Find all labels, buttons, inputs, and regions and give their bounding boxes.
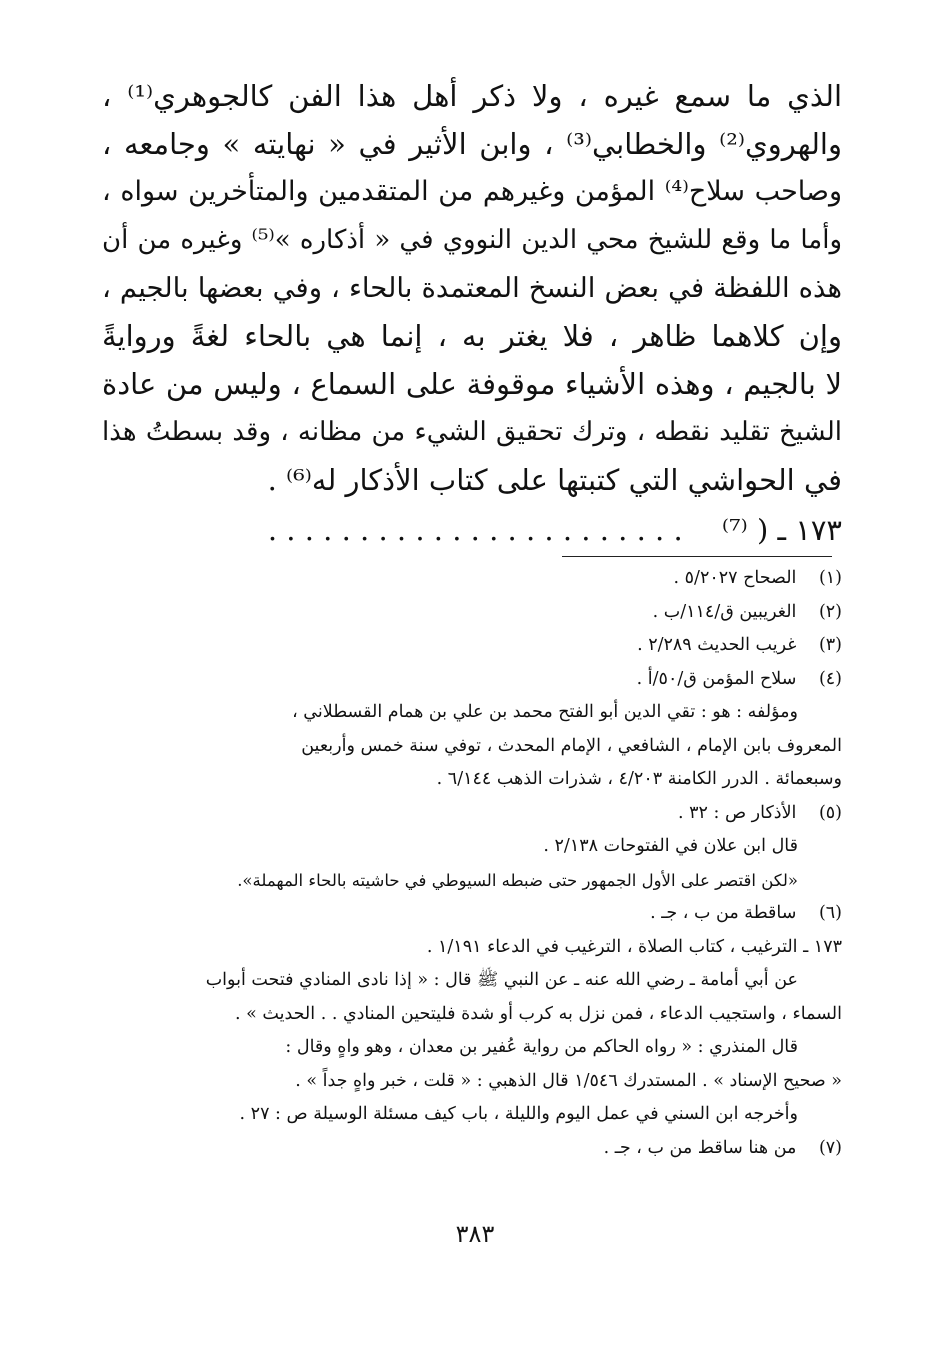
footnote-number: (١) (818, 568, 842, 588)
main-text (102, 72, 842, 504)
body-line: وإن كلاهما ظاهر ، فلا يغتر به ، إنما هي بالحاء لغةً وروايةً (102, 319, 842, 353)
body-line: وصاحب سلاح⁽⁴⁾ المؤمن وغيرهم من المتقدمين والمتأخرين سواه ، (102, 176, 842, 207)
body-line: وأما ما وقع للشيخ محي الدين النووي في « أذكاره »⁽⁵⁾ وغيره من أن (102, 225, 842, 255)
entry-dots: . . . . . . . . . . . . . . . . . . . . . . . (267, 513, 683, 547)
footnote-line: عن أبي أمامة ـ رضي الله عنه ـ عن النبي ﷺ قال : « إذا نادى المنادي فتحت أبواب (205, 970, 798, 990)
footnote-line: السماء ، واستجيب الدعاء ، فمن نزل به كرب أو شدة فليتحين المنادي . . الحديث » . (235, 1003, 842, 1024)
footnote-line: قال ابن علان في الفتوحات ٢/١٣٨ . (543, 836, 798, 856)
footnote-text: غريب الحديث ٢/٢٨٩ . (637, 635, 797, 655)
body-line: في الحواشي التي كتبتها على كتاب الأذكار له⁽⁶⁾ . (267, 463, 842, 497)
entry-number: ١٧٣ ـ ( ⁽⁷⁾ (721, 513, 842, 547)
footnote-line: ١٧٣ ـ الترغيب ، كتاب الصلاة ، الترغيب في الدعاء ١/١٩١ . (426, 936, 842, 957)
body-line: الذي ما سمع غيره ، ولا ذكر أهل هذا الفن كالجوهري⁽¹⁾ ، (102, 79, 842, 113)
body-line: لا بالجيم ، وهذه الأشياء موقوفة على السماع ، وليس من عادة (102, 367, 842, 401)
footnotes (102, 562, 842, 1165)
footnote-text: الغريبين ق/١١٤/ب . (652, 601, 797, 622)
footnote-line (102, 596, 842, 630)
footnote-line (102, 629, 842, 663)
footnote-number: (٧) (818, 1137, 842, 1158)
footnote-line: قال المنذري : « رواه الحاكم من رواية عُفير بن معدان ، وهو واهٍ وقال : (285, 1037, 798, 1057)
footnote-divider (562, 556, 832, 557)
footnote-number: (٢) (818, 601, 842, 622)
footnote-line: « صحيح الإسناد » . المستدرك ١/٥٤٦ قال الذهبي : « قلت ، خبر واهٍ جداً » . (295, 1070, 842, 1091)
body-line: والهروي⁽²⁾ والخطابي⁽³⁾ ، وابن الأثير في « نهايته » وجامعه ، (102, 127, 842, 161)
entry-heading (102, 510, 842, 550)
footnote-line: المعروف بابن الإمام ، الشافعي ، الإمام المحدث ، توفي سنة خمس وأربعين (301, 735, 842, 756)
footnote-line: «لكن اقتصر على الأول الجمهور حتى ضبطه السيوطي في حاشيته بالحاء المهملة». (237, 870, 798, 890)
footnote-line (102, 897, 842, 931)
footnote-number: (٣) (818, 635, 842, 655)
footnote-number: (٤) (818, 668, 842, 689)
footnote-text: سلاح المؤمن ق/٥٠/أ . (636, 668, 797, 689)
footnote-line: وأخرجه ابن السني في عمل اليوم والليلة ، باب كيف مسئلة الوسيلة ص : ٢٧ . (239, 1104, 798, 1124)
footnote-line: ومؤلفه : هو : تقي الدين أبو الفتح محمد بن علي بن همام القسطلاني ، (292, 702, 798, 722)
body-line: الشيخ تقليد نقطه ، وترك تحقيق الشيء من مظانه ، وقد بسطتُ هذا (102, 417, 842, 447)
footnote-number: (٦) (818, 903, 842, 923)
body-line: هذه اللفظة في بعض النسخ المعتمدة بالحاء ، وفي بعضها بالجيم ، (102, 272, 842, 304)
footnote-text: ساقطة من ب ، جـ . (650, 903, 797, 923)
footnote-line (102, 1132, 842, 1166)
footnote-text: الصحاح ٥/٢٠٢٧ . (673, 568, 797, 588)
footnote-line (102, 797, 842, 831)
footnote-text: من هنا ساقط من ب ، جـ . (603, 1137, 797, 1158)
footnote-line: وسبعمائة . الدرر الكامنة ٤/٢٠٣ ، شذرات الذهب ٦/١٤٤ . (436, 769, 842, 789)
footnote-number: (٥) (818, 802, 842, 823)
footnote-line (102, 663, 842, 697)
footnote-text: الأذكار ص : ٣٢ . (677, 802, 797, 823)
page-number: ٣٨٣ (455, 1220, 495, 1248)
footnote-line (102, 562, 842, 596)
